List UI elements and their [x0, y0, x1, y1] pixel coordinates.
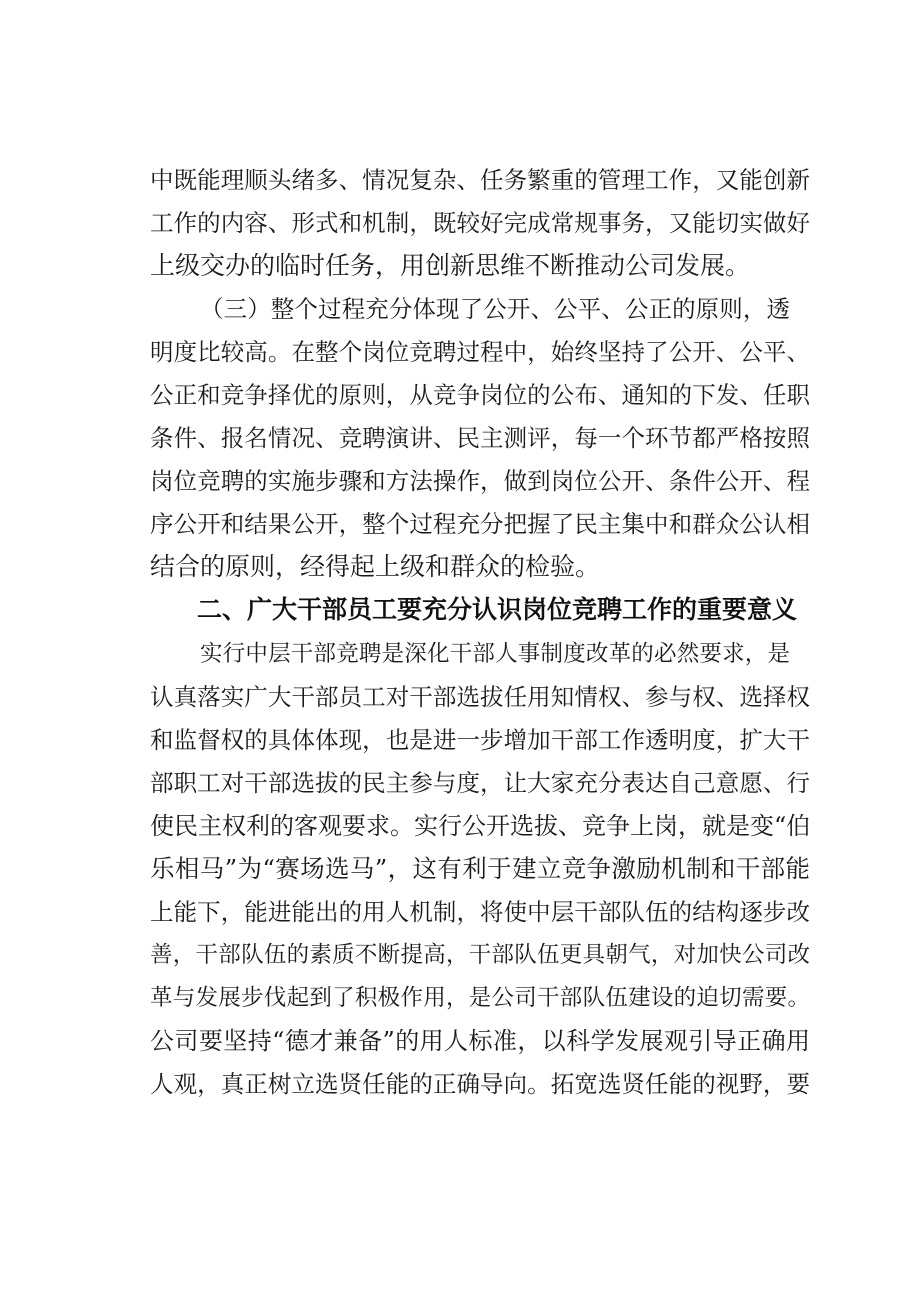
paragraph-3-line-6: 乐相马”为“赛场选马”，这有利于建立竞争激励机制和干部能: [150, 854, 810, 883]
paragraph-2-line-6: 序公开和结果公开，整个过程充分把握了民主集中和群众公认相: [150, 510, 810, 538]
paragraph-2-line-2: 明度比较高。在整个岗位竞聘过程中，始终坚持了公开、公平、: [150, 338, 810, 366]
paragraph-1-line-1: 中既能理顺头绪多、情况复杂、任务繁重的管理工作，又能创新: [150, 166, 810, 194]
paragraph-3-line-1: 实行中层干部竞聘是深化干部人事制度改革的必然要求，是: [200, 641, 790, 667]
paragraph-3-line-3: 和监督权的具体体现，也是进一步增加干部工作透明度，扩大干: [150, 726, 810, 754]
paragraph-1-line-3: 上级交办的临时任务，用创新思维不断推动公司发展。: [150, 251, 751, 280]
paragraph-3-line-2: 认真落实广大干部员工对干部选拔任用知情权、参与权、选择权: [150, 683, 810, 711]
paragraph-2-line-4: 条件、报名情况、竞聘演讲、民主测评，每一个环节都严格按照: [150, 424, 810, 452]
paragraph-2-line-5: 岗位竞聘的实施步骤和方法操作，做到岗位公开、条件公开、程: [150, 467, 810, 495]
paragraph-2-line-3: 公正和竞争择优的原则，从竞争岗位的公布、通知的下发、任职: [150, 381, 810, 409]
paragraph-3-line-11: 人观，真正树立选贤任能的正确导向。拓宽选贤任能的视野，要: [150, 1070, 810, 1098]
paragraph-3-line-4: 部职工对干部选拔的民主参与度，让大家充分表达自己意愿、行: [150, 769, 810, 797]
paragraph-3-line-9: 革与发展步伐起到了积极作用，是公司干部队伍建设的迫切需要。: [150, 985, 810, 1011]
paragraph-2-line-1: （三）整个过程充分体现了公开、公平、公正的原则，透: [200, 295, 790, 323]
paragraph-1-line-2: 工作的内容、形式和机制，既较好完成常规事务，又能切实做好: [150, 209, 810, 237]
paragraph-2-line-7: 结合的原则，经得起上级和群众的检验。: [150, 552, 601, 581]
section-heading: 二、广大干部员工要充分认识岗位竞聘工作的重要意义: [197, 595, 798, 624]
paragraph-3-line-5: 使民主权利的客观要求。实行公开选拔、竞争上岗，就是变“伯: [150, 812, 811, 840]
paragraph-3-line-8: 善，干部队伍的素质不断提高，干部队伍更具朝气，对加快公司改: [150, 942, 810, 968]
paragraph-3-line-10: 公司要坚持“德才兼备”的用人标准，以科学发展观引导正确用: [150, 1027, 810, 1055]
paragraph-3-line-7: 上能下，能进能出的用人机制，将使中层干部队伍的结构逐步改: [150, 898, 810, 926]
